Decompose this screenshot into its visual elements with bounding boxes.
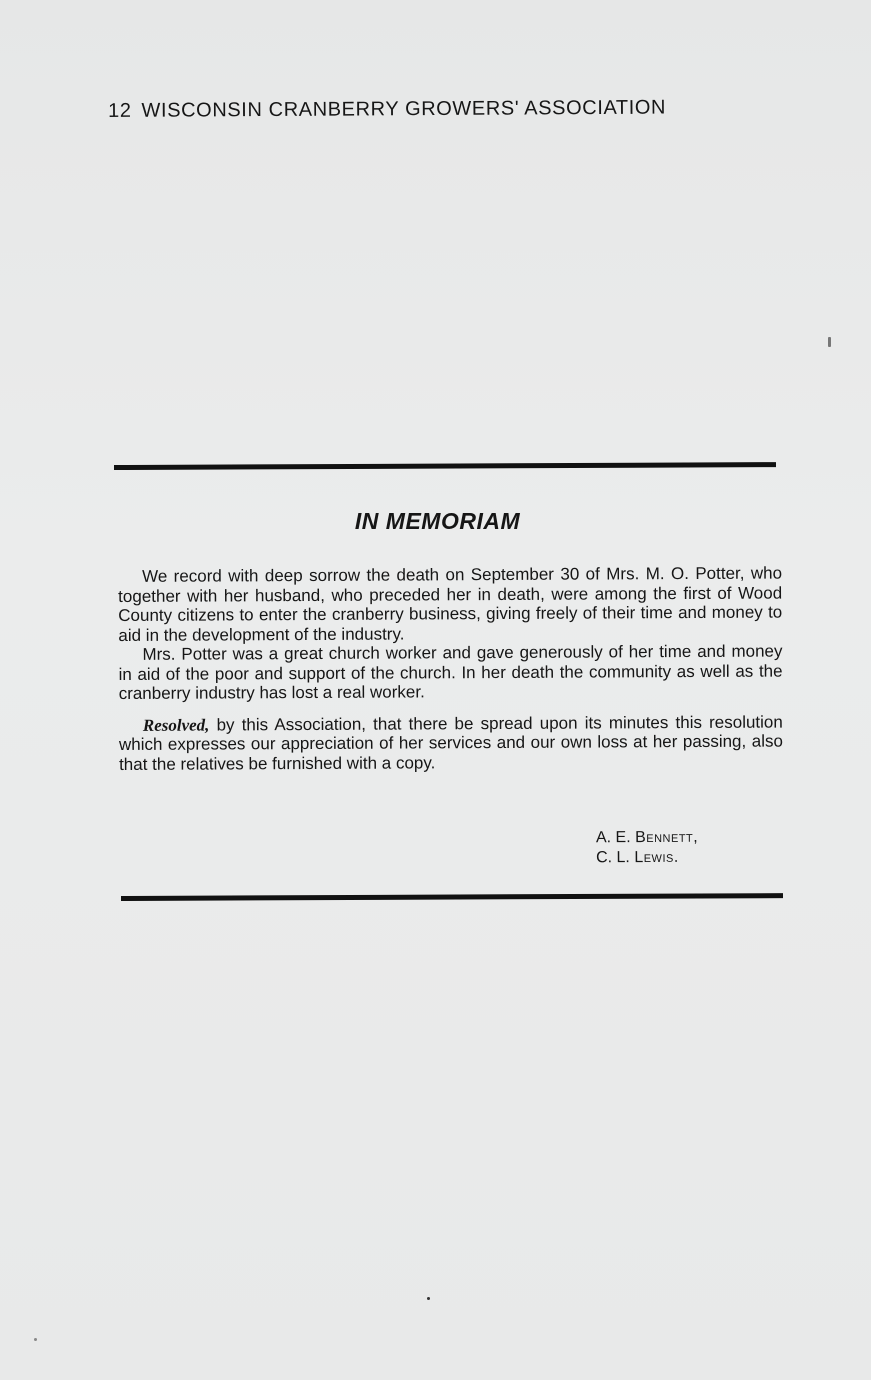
print-speck <box>427 1297 430 1300</box>
print-speck <box>34 1338 37 1341</box>
memoriam-title: IN MEMORIAM <box>354 508 521 534</box>
signatory-2-surname: Lewis. <box>634 848 679 867</box>
resolution-paragraph <box>119 712 783 774</box>
signatory-2-initials: C. L. <box>596 849 630 867</box>
resolution-text: by this Association, that there be spread upon its minutes this resolution which expresses our appreciation of her services and our own loss at her passing, also that the relatives be furnished with a copy. <box>118 712 783 774</box>
signatory-1 <box>596 828 698 849</box>
signatory-2 <box>596 848 698 869</box>
running-head <box>108 96 748 123</box>
print-speck <box>828 337 831 347</box>
bottom-rule <box>121 893 783 901</box>
resolved-lead: Resolved, <box>142 715 210 735</box>
top-rule <box>114 462 776 470</box>
paragraph-2: Mrs. Potter was a great church worker and gave generously of her time and money in aid of the poor and support of the church. In her death the community as well as the cranberry industry has lost a real worker. <box>118 641 783 703</box>
signatory-1-surname: Bennett, <box>635 828 699 847</box>
paragraph-1: We record with deep sorrow the death on September 30 of Mrs. M. O. Potter, who together with her husband, who preceded her in death, were among the first of Wood County citizens to enter the cranberry business, giving freely of their time and money to aid in the development of the industry. <box>118 563 783 645</box>
page-number: 12 <box>108 99 132 122</box>
memoriam-body <box>118 564 783 774</box>
publication-title: WISCONSIN CRANBERRY GROWERS' ASSOCIATION <box>141 96 667 122</box>
signatures <box>596 828 698 869</box>
signatory-1-initials: A. E. <box>595 829 631 847</box>
